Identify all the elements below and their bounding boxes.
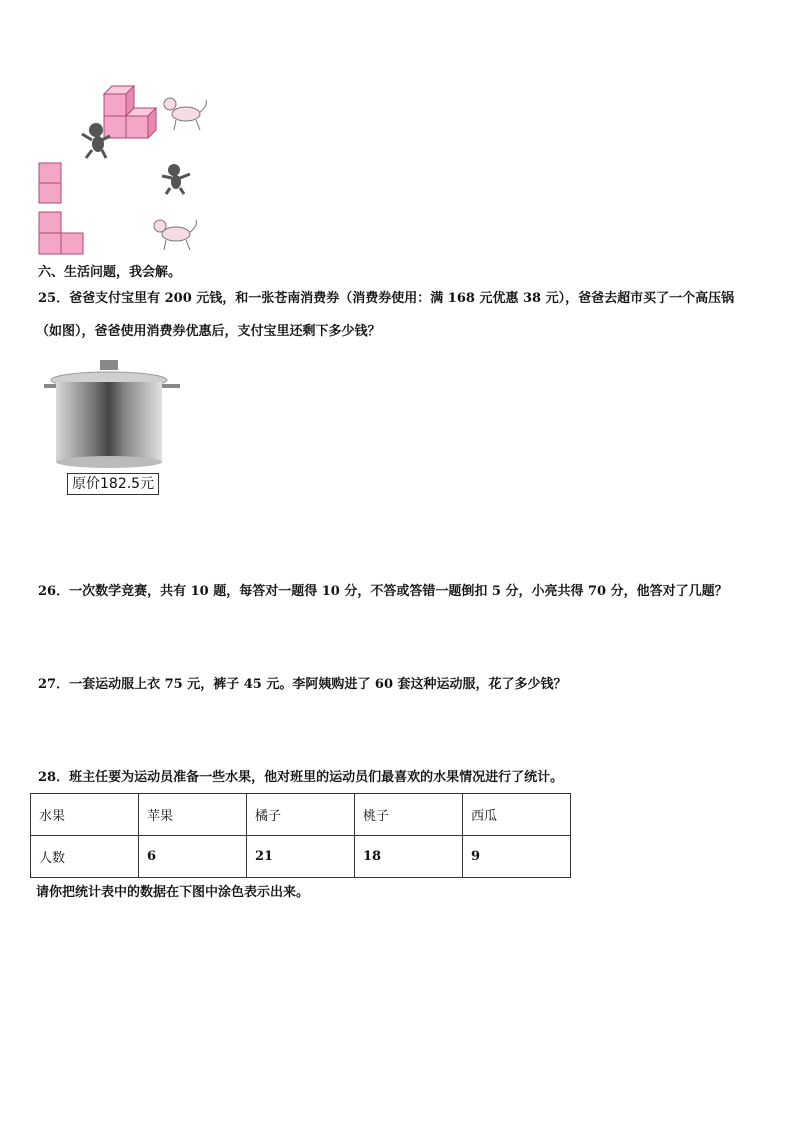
monkey-small-icon <box>162 164 190 194</box>
fruit-stats-table <box>30 793 571 878</box>
table-cell: 人数 <box>31 836 139 878</box>
table-cell: 西瓜 <box>463 794 571 836</box>
table-cell: 桃子 <box>355 794 463 836</box>
pressure-cooker-image <box>42 356 184 472</box>
table-cell: 苹果 <box>139 794 247 836</box>
price-tag: 原价182.5元 <box>67 473 159 495</box>
table-cell: 21 <box>247 836 355 878</box>
table-row <box>31 836 571 878</box>
table-row <box>31 794 571 836</box>
side-view <box>39 212 83 254</box>
question-25-line1: 25．爸爸支付宝里有 200 元钱，和一张苍南消费券（消费券使用：满 168 元优惠 38 元），爸爸去超市买了一个高压锅 <box>38 291 735 306</box>
table-cell: 18 <box>355 836 463 878</box>
section-six-heading: 六、生活问题，我会解。 <box>38 265 182 280</box>
table-cell: 水果 <box>31 794 139 836</box>
cube-figure-svg <box>36 84 216 256</box>
table-cell: 橘子 <box>247 794 355 836</box>
cube-figure <box>36 84 216 256</box>
pressure-cooker-icon <box>42 356 184 472</box>
stacked-cubes <box>104 86 156 138</box>
question-27: 27．一套运动服上衣 75 元，裤子 45 元。李阿姨购进了 60 套这种运动服，花了多少钱？ <box>38 677 567 692</box>
question-25-line2: （如图），爸爸使用消费券优惠后，支付宝里还剩下多少钱？ <box>36 324 381 339</box>
dog-small-icon <box>154 220 196 250</box>
table-cell: 6 <box>139 836 247 878</box>
dog-icon <box>164 98 206 130</box>
question-26: 26．一次数学竞赛，共有 10 题，每答对一题得 10 分，不答或答错一题倒扣 5 分，小亮共得 70 分，他答对了几题？ <box>38 584 728 599</box>
table-cell: 9 <box>463 836 571 878</box>
front-view <box>39 163 61 203</box>
question-28: 28．班主任要为运动员准备一些水果，他对班里的运动员们最喜欢的水果情况进行了统计。 <box>38 770 564 785</box>
question-28-instruction: 请你把统计表中的数据在下图中涂色表示出来。 <box>36 885 310 900</box>
